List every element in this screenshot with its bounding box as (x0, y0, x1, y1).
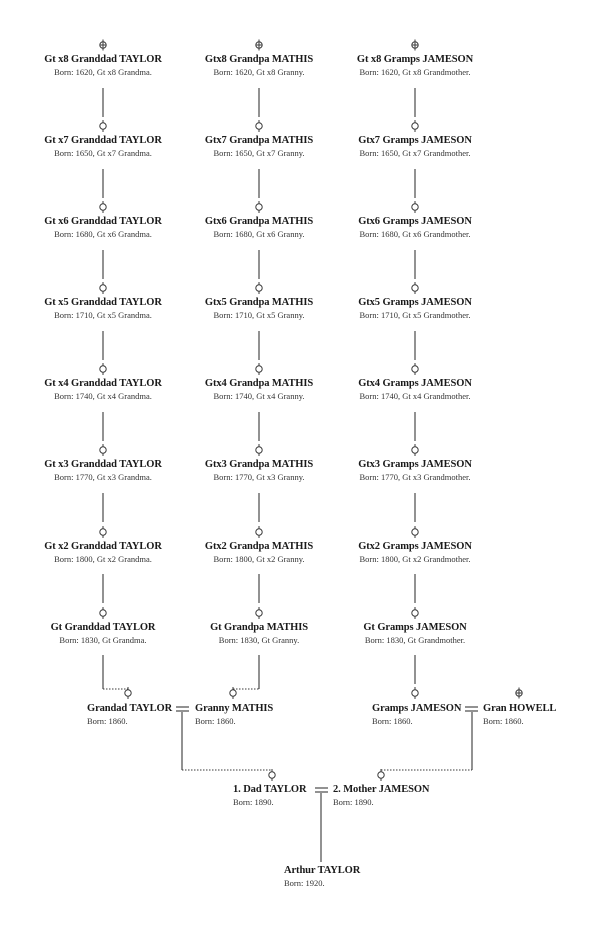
circle-icon (100, 444, 106, 456)
person-name: Arthur TAYLOR (284, 865, 361, 876)
person-mathis-gen-3[interactable] (205, 215, 313, 240)
person-name: Gtx4 Grandpa MATHIS (204, 378, 314, 389)
person-name: Gt x4 Granddad TAYLOR (44, 378, 162, 389)
circle-icon (412, 120, 418, 132)
person-born: Born: 1860. (195, 716, 236, 726)
person-granny-mathis[interactable] (195, 702, 273, 727)
person-taylor-gen-4[interactable] (44, 296, 162, 321)
person-taylor-gen-2[interactable] (44, 134, 162, 159)
circle-icon (256, 444, 262, 456)
person-born: Born: 1770, Gt x3 Granny. (213, 472, 305, 482)
person-name: Gt x7 Granddad TAYLOR (44, 135, 162, 146)
person-mathis-gen-7[interactable] (205, 540, 313, 565)
circle-icon (256, 363, 262, 375)
person-name: Gtx6 Grandpa MATHIS (204, 216, 314, 227)
person-born: Born: 1770, Gt x3 Grandma. (54, 472, 152, 482)
person-dad-taylor[interactable] (233, 783, 307, 808)
person-jameson-gen-8[interactable] (363, 621, 466, 646)
circle-icon (412, 363, 418, 375)
person-born: Born: 1620, Gt x8 Grandmother. (359, 67, 471, 77)
person-jameson-gen-7[interactable] (358, 540, 472, 565)
person-born: Born: 1860. (372, 716, 413, 726)
circle-icon (256, 282, 262, 294)
person-born: Born: 1710, Gt x5 Grandmother. (359, 310, 471, 320)
person-taylor-gen-7[interactable] (44, 540, 162, 565)
person-name: Gt x5 Granddad TAYLOR (44, 297, 162, 308)
person-name: Gtx3 Gramps JAMESON (358, 459, 472, 470)
person-name: Gt x8 Gramps JAMESON (356, 54, 474, 65)
circle-icon (256, 201, 262, 213)
person-born: Born: 1710, Gt x5 Granny. (213, 310, 305, 320)
person-born: Born: 1680, Gt x6 Grandmother. (359, 229, 471, 239)
person-born: Born: 1890. (233, 797, 274, 807)
circle-icon (230, 687, 236, 699)
person-name: 2. Mother JAMESON (333, 784, 430, 795)
circle-icon (256, 526, 262, 538)
person-mother-jameson[interactable] (333, 783, 429, 808)
circle-icon (100, 201, 106, 213)
person-born: Born: 1800, Gt x2 Grandmother. (359, 554, 471, 564)
person-born: Born: 1920. (284, 878, 325, 888)
person-name: Gt x3 Granddad TAYLOR (44, 459, 162, 470)
person-born: Born: 1830, Gt Granny. (218, 635, 300, 645)
cross-circle-icon (256, 40, 262, 51)
person-name: Gt Grandpa MATHIS (210, 622, 308, 633)
person-name: Gtx8 Grandpa MATHIS (204, 54, 314, 65)
person-grandad-taylor[interactable] (87, 702, 172, 727)
person-born: Born: 1650, Gt x7 Granny. (213, 148, 305, 158)
person-arthur-taylor[interactable] (284, 864, 360, 889)
person-born: Born: 1860. (483, 716, 524, 726)
person-name: Gtx3 Grandpa MATHIS (204, 459, 314, 470)
person-born: Born: 1620, Gt x8 Grandma. (54, 67, 152, 77)
person-name: Gt Gramps JAMESON (363, 622, 467, 633)
person-name: 1. Dad TAYLOR (233, 784, 307, 795)
person-taylor-gen-6[interactable] (44, 458, 162, 483)
circle-icon (412, 526, 418, 538)
person-jameson-gen-3[interactable] (358, 215, 472, 240)
circle-icon (100, 282, 106, 294)
circle-icon (256, 607, 262, 619)
person-name: Gt x8 Granddad TAYLOR (44, 54, 162, 65)
person-gran-howell[interactable] (483, 702, 556, 727)
person-jameson-gen-2[interactable] (358, 134, 472, 159)
person-mathis-gen-5[interactable] (205, 377, 313, 402)
person-born: Born: 1890. (333, 797, 374, 807)
circle-icon (412, 607, 418, 619)
person-born: Born: 1740, Gt x4 Grandma. (54, 391, 152, 401)
person-name: Grandad TAYLOR (87, 703, 173, 714)
cross-circle-icon (516, 688, 522, 699)
person-jameson-gen-1[interactable] (357, 53, 473, 78)
person-born: Born: 1830, Gt Grandma. (59, 635, 147, 645)
person-taylor-gen-3[interactable] (44, 215, 162, 240)
person-name: Gtx2 Gramps JAMESON (358, 541, 472, 552)
circle-icon (412, 687, 418, 699)
person-born: Born: 1740, Gt x4 Grandmother. (359, 391, 471, 401)
person-born: Born: 1830, Gt Grandmother. (364, 635, 466, 645)
person-name: Gtx5 Grandpa MATHIS (204, 297, 314, 308)
circle-icon (412, 444, 418, 456)
person-name: Gtx7 Gramps JAMESON (358, 135, 472, 146)
person-name: Gt x6 Granddad TAYLOR (44, 216, 162, 227)
person-name: Gran HOWELL (483, 703, 557, 714)
person-name: Gtx4 Gramps JAMESON (358, 378, 472, 389)
circle-icon (256, 120, 262, 132)
person-born: Born: 1680, Gt x6 Grandma. (54, 229, 152, 239)
person-mathis-gen-4[interactable] (205, 296, 313, 321)
person-name: Gtx6 Gramps JAMESON (358, 216, 472, 227)
circle-icon (412, 201, 418, 213)
circle-icon (125, 687, 131, 699)
person-name: Gt Granddad TAYLOR (50, 622, 156, 633)
person-born: Born: 1740, Gt x4 Granny. (213, 391, 305, 401)
circle-icon (412, 282, 418, 294)
circle-icon (100, 526, 106, 538)
person-jameson-gen-5[interactable] (358, 377, 472, 402)
person-name: Gtx7 Grandpa MATHIS (204, 135, 314, 146)
person-jameson-gen-4[interactable] (358, 296, 472, 321)
person-name: Gramps JAMESON (372, 703, 462, 714)
cross-circle-icon (412, 40, 418, 51)
person-mathis-gen-6[interactable] (205, 458, 313, 483)
circle-icon (100, 120, 106, 132)
person-born: Born: 1650, Gt x7 Grandmother. (359, 148, 471, 158)
person-taylor-gen-1[interactable] (44, 53, 162, 78)
person-taylor-gen-5[interactable] (44, 377, 162, 402)
circle-icon (100, 363, 106, 375)
person-name: Granny MATHIS (195, 703, 274, 714)
person-name: Gtx2 Grandpa MATHIS (204, 541, 314, 552)
person-jameson-gen-6[interactable] (358, 458, 472, 483)
person-taylor-gen-8[interactable] (51, 621, 156, 646)
person-born: Born: 1680, Gt x6 Granny. (213, 229, 305, 239)
person-mathis-gen-2[interactable] (205, 134, 313, 159)
person-born: Born: 1860. (87, 716, 128, 726)
person-name: Gt x2 Granddad TAYLOR (44, 541, 162, 552)
circle-icon (378, 769, 384, 781)
circle-icon (100, 607, 106, 619)
circle-icon (269, 769, 275, 781)
person-name: Gtx5 Gramps JAMESON (358, 297, 472, 308)
person-mathis-gen-8[interactable] (210, 621, 308, 646)
person-gramps-jameson[interactable] (372, 702, 461, 727)
person-mathis-gen-1[interactable] (205, 53, 313, 78)
person-born: Born: 1800, Gt x2 Granny. (213, 554, 305, 564)
cross-circle-icon (100, 40, 106, 51)
person-born: Born: 1800, Gt x2 Grandma. (54, 554, 152, 564)
person-born: Born: 1710, Gt x5 Grandma. (54, 310, 152, 320)
person-born: Born: 1770, Gt x3 Grandmother. (359, 472, 471, 482)
person-born: Born: 1650, Gt x7 Grandma. (54, 148, 152, 158)
person-born: Born: 1620, Gt x8 Granny. (213, 67, 305, 77)
